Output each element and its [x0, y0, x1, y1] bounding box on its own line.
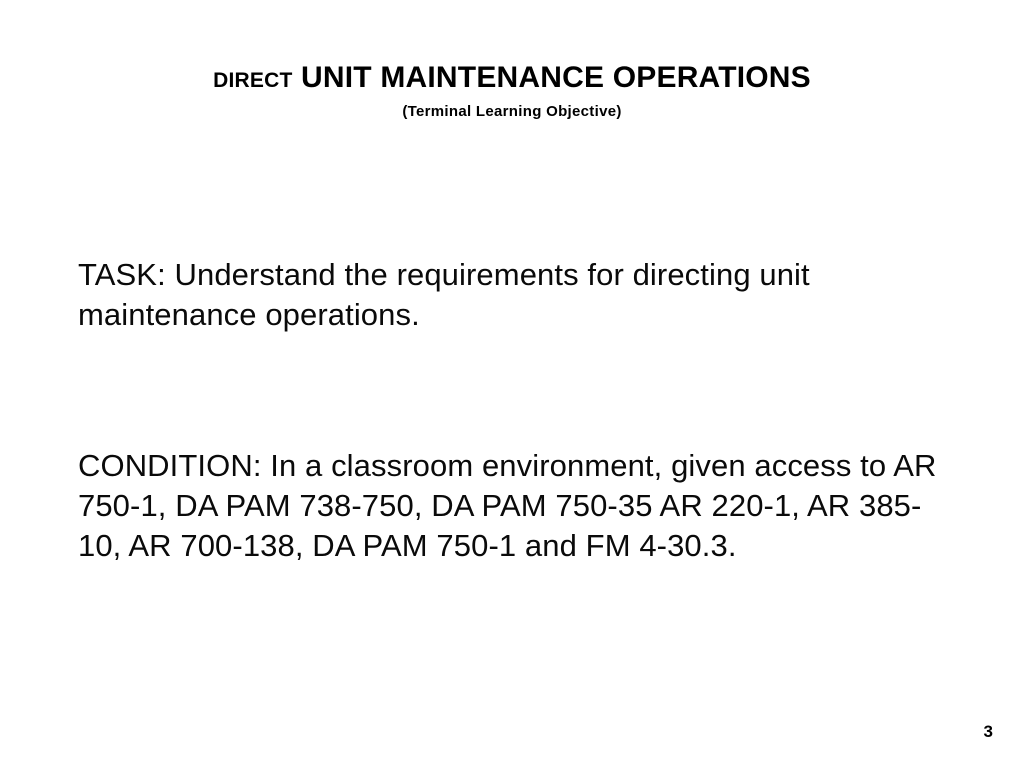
slide-title-main: UNIT MAINTENANCE OPERATIONS [292, 61, 811, 94]
page-number: 3 [983, 722, 993, 741]
task-paragraph: TASK: Understand the requirements for directing unit maintenance operations. [78, 257, 810, 332]
slide-title-emphasis: DIRECT [213, 69, 293, 92]
slide-subtitle: (Terminal Learning Objective) [402, 103, 622, 121]
slide-title-block [0, 62, 1024, 120]
slide-title [0, 62, 1024, 94]
condition-paragraph: CONDITION: In a classroom environment, given access to AR 750-1, DA PAM 738-750, DA PAM 750-35 AR 220-1, AR 385-10, AR 700-138, DA PAM 750-1 and FM 4-30.3. [78, 448, 937, 563]
slide-body [78, 255, 958, 565]
